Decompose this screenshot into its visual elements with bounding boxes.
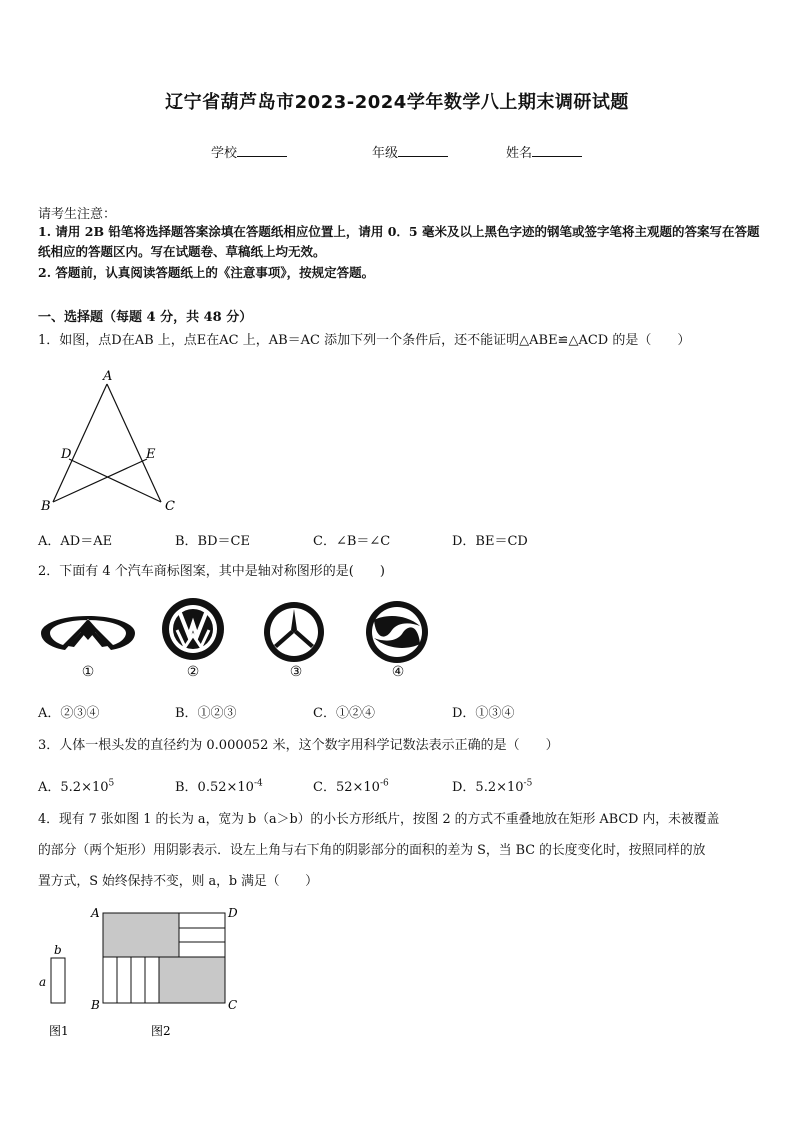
school-label: 学校 [211, 146, 238, 161]
question-4-figure-1 [34, 940, 84, 1040]
name-blank [532, 143, 582, 157]
question-1-option-b: B．BD＝CE [175, 534, 250, 549]
name-field [506, 142, 582, 161]
question-4-line-2: 的部分（两个矩形）用阴影表示．设左上角与右下角的阴影部分的面积的差为 S，当 BC 的长度变化时，按照同样的放 [38, 843, 706, 858]
question-3-option-d [452, 776, 532, 795]
question-2-option-d: D．①③④ [452, 706, 515, 721]
grade-blank [398, 143, 448, 157]
name-label: 姓名 [506, 146, 533, 161]
fig1-caption: 图1 [49, 1024, 69, 1038]
question-2-option-a: A．②③④ [38, 706, 100, 721]
question-2-option-b: B．①②③ [175, 706, 237, 721]
school-field [211, 142, 287, 161]
logo-1-label: ① [81, 664, 95, 680]
logo-4-label: ④ [391, 664, 405, 680]
shaded-region-bottom-right [159, 957, 225, 1003]
question-3-stem: 3．人体一根头发的直径约为 0.000052 米，这个数字用科学记数法表示正确的是（ ） [38, 738, 559, 753]
notice-item-1: 1. 请用 2B 铅笔将选择题答案涂填在答题纸相应位置上，请用 0．5 毫米及以上黑色字迹的钢笔或签字笔将主观题的答案写在答题纸相应的答题区内。写在试题卷、草稿纸上均无效。 [38, 224, 760, 259]
question-1-option-d: D．BE＝CD [452, 534, 528, 549]
logo-3-mercedes-icon [260, 600, 328, 664]
question-3-option-a [38, 776, 114, 795]
vertex-label-a: A [103, 369, 113, 384]
grade-field [372, 142, 448, 161]
fig2-caption: 图2 [151, 1024, 171, 1038]
vertex-label-d: D [61, 447, 72, 462]
vertex-label-c: C [165, 499, 175, 514]
option-c-exponent: -6 [379, 778, 389, 789]
fig1-label-b: b [54, 943, 62, 957]
logo-2-volkswagen-icon [160, 596, 226, 662]
question-3-option-b [175, 776, 263, 795]
logo-3-label: ③ [289, 664, 303, 680]
question-2-option-c: C．①②④ [313, 706, 375, 721]
question-4-figure-2 [88, 903, 248, 1043]
vertex-label-e: E [146, 447, 156, 462]
question-1-triangle-figure [36, 366, 196, 516]
question-1-stem: 1．如图，点D在AB 上，点E在AC 上，AB＝AC 添加下列一个条件后，还不能证明△ABE≌△ACD 的是（ ） [38, 333, 691, 348]
shaded-region-top-left [103, 913, 179, 957]
question-3-option-c [313, 776, 389, 795]
notice-heading: 请考生注意： [38, 207, 117, 222]
logo-1-infiniti-icon [38, 606, 138, 656]
logo-2-label: ② [186, 664, 200, 680]
question-2-stem: 2．下面有 4 个汽车商标图案，其中是轴对称图形的是( ) [38, 564, 385, 579]
option-b-exponent: -4 [253, 778, 263, 789]
option-b-base: B．0.52×10 [175, 780, 254, 795]
vertex-label-b: B [41, 499, 51, 514]
question-4-line-1: 4．现有 7 张如图 1 的长为 a，宽为 b（a＞b）的小长方形纸片，按图 2 的方式不重叠地放在矩形 ABCD 内，未被覆盖 [38, 812, 720, 827]
fig1-label-a: a [39, 975, 47, 989]
section-heading: 一、选择题（每题 4 分，共 48 分） [38, 310, 253, 325]
grade-label: 年级 [372, 146, 399, 161]
option-d-base: D．5.2×10 [452, 780, 524, 795]
school-blank [237, 143, 287, 157]
fig2-label-d: D [228, 906, 238, 920]
option-a-exponent: 5 [108, 778, 115, 789]
option-c-base: C．52×10 [313, 780, 380, 795]
question-4-line-3: 置方式，S 始终保持不变，则 a，b 满足（ ） [38, 874, 318, 889]
page-title: 辽宁省葫芦岛市2023-2024学年数学八上期末调研试题 [165, 92, 629, 113]
question-1-option-a: A．AD＝AE [38, 534, 113, 549]
option-a-base: A．5.2×10 [38, 780, 109, 795]
logo-4-dongfeng-icon [362, 600, 432, 664]
question-1-option-c: C．∠B＝∠C [313, 534, 391, 549]
fig2-label-b: B [91, 998, 100, 1012]
notice-item-2: 2. 答题前，认真阅读答题纸上的《注意事项》，按规定答题。 [38, 265, 375, 280]
fig2-label-a: A [91, 906, 100, 920]
option-d-exponent: -5 [523, 778, 533, 789]
fig2-label-c: C [228, 998, 238, 1012]
